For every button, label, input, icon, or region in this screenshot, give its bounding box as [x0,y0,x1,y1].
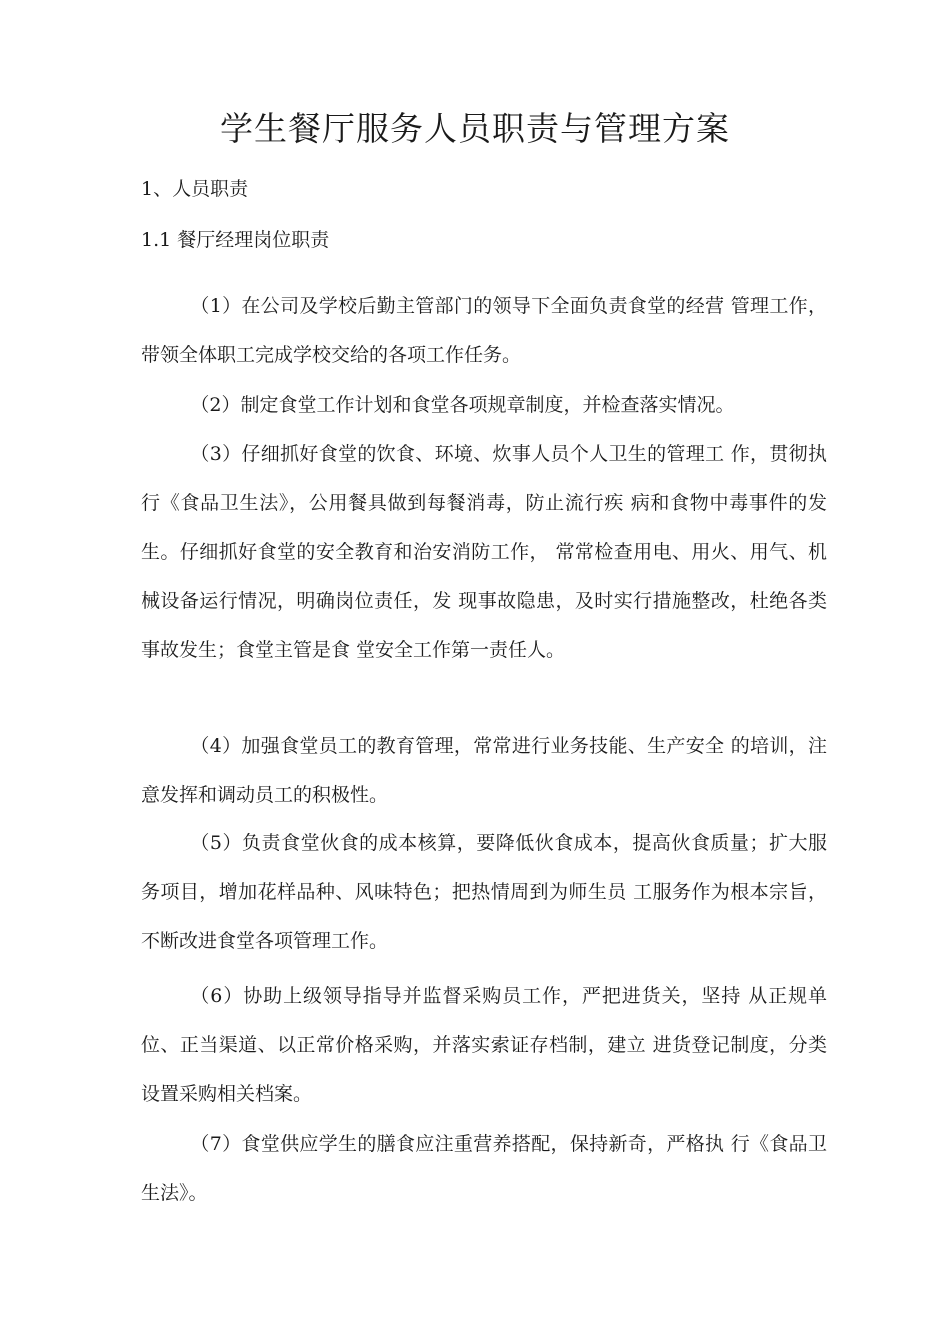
document-title: 学生餐厅服务人员职责与管理方案 [220,109,730,148]
paragraph-4: （4）加强食堂员工的教育管理，常常进行业务技能、生产安全 的培训，注意发挥和调动员工的积极性。 [141,735,827,806]
paragraph-1: （1）在公司及学校后勤主管部门的领导下全面负责食堂的经营 管理工作，带领全体职工完成学校交给的各项工作任务。 [141,295,827,366]
paragraph-5: （5）负责食堂伙食的成本核算，要降低伙食成本，提高伙食质量；扩大服务项目，增加花样品种、风味特色；把热情周到为师生员 工服务作为根本宗旨，不断改进食堂各项管理工作。 [141,832,827,952]
paragraph-6: （6）协助上级领导指导并监督采购员工作，严把进货关，坚持 从正规单位、正当渠道、以正常价格采购，并落实索证存档制，建立 进货登记制度，分类设置采购相关档案。 [141,985,827,1105]
section-heading: 1、人员职责 [141,178,249,200]
paragraph-3: （3）仔细抓好食堂的饮食、环境、炊事人员个人卫生的管理工 作，贯彻执行《食品卫生法》，公用餐具做到每餐消毒，防止流行疾 病和食物中毒事件的发生。仔细抓好食堂的安全教育和治安消防工作， 常常检查用电、用火、用气、机械设备运行情况，明确岗位责任，发 现事故隐患，及时实行措施整改，杜绝各类事故发生；食堂主管是食 堂安全工作第一责任人。 [141,443,827,661]
paragraph-2: （2）制定食堂工作计划和食堂各项规章制度，并检查落实情况。 [190,394,735,416]
subsection-heading: 1.1 餐厅经理岗位职责 [141,229,330,251]
paragraph-7: （7）食堂供应学生的膳食应注重营养搭配，保持新奇，严格执 行《食品卫生法》。 [141,1133,827,1204]
